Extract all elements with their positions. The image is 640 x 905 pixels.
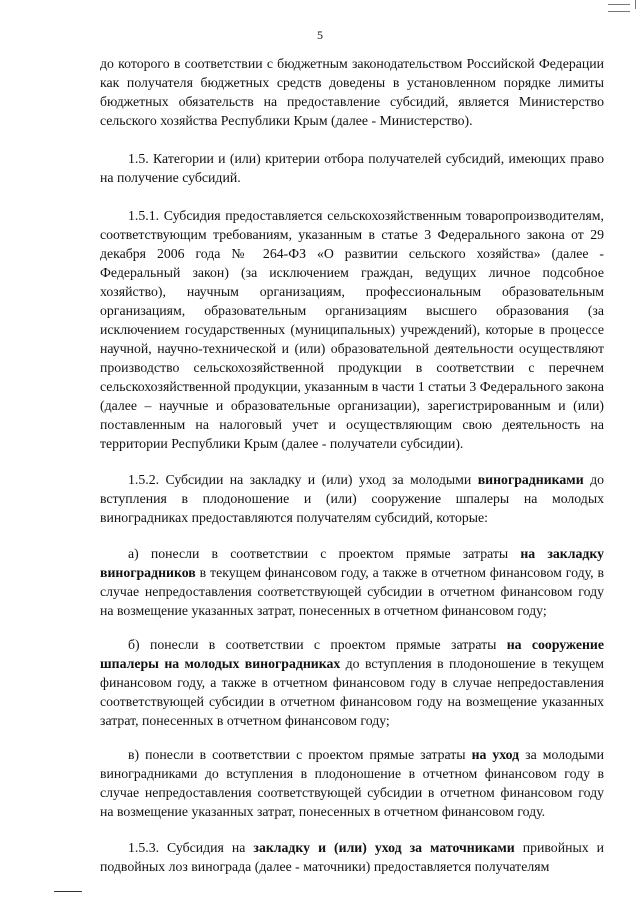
paragraph-text: в текущем финансовом году, а также в отчетном финансовом году, в случае непредоставления соответствующей субсидии в отчетном финансовом году на возмещение указанных затрат, понесенных в отчетном финансовом году; — [100, 565, 604, 618]
paragraph-text: до вступления в плодоношение и (или) сооружение шпалеры на молодых виноградниках предоставляются получателям субсидий, которые: — [100, 472, 604, 525]
document-body — [100, 54, 604, 876]
paragraph-1-5: 1.5. Категории и (или) критерии отбора получателей субсидий, имеющих право на получение субсидий. — [100, 151, 604, 185]
paragraph-1-5-3 — [100, 838, 604, 876]
bold-text: закладку и (или) уход за маточниками — [253, 840, 515, 855]
bold-text: виноградниками — [477, 472, 584, 487]
paragraph-text: а) понесли в соответствии с проектом прямые затраты — [128, 546, 521, 561]
paragraph-text: до вступления в плодоношение в текущем финансовом году, а также в отчетном финансовом году в случае непредоставления соответствующей субсидии в отчетном финансовом году на возмещение указанных затрат, понесенных в отчетном финансовом году; — [100, 656, 604, 728]
paragraph-item-v — [100, 745, 604, 821]
corner-mark — [608, 4, 630, 12]
bold-text: на закладку виноградников — [100, 546, 604, 580]
paragraph-1-5-2 — [100, 470, 604, 527]
paragraph-1-5-1: 1.5.1. Субсидия предоставляется сельскохозяйственным товаропроизводителям, соответствующим требованиям, указанным в статье 3 Федерального закона от 29 декабря 2006 года № 264-ФЗ «О развитии сельского хозяйства» (далее - Федеральный закон) (за исключением граждан, ведущих личное подсобное хозяйство), научным организациям, профессиональным образовательным организациям, образовательным организациям высшего образования (за исключением государственных (муниципальных) учреждений), которые в процессе научной, научно-технической и (или) образовательной деятельности осуществляют производство сельскохозяйственной продукции в соответствии с перечнем сельскохозяйственной продукции, указанным в части 1 статьи 3 Федерального закона (далее – научные и образовательные организации), зарегистрированным и (или) поставленным на налоговый учет и осуществляющим свою деятельность на территории Республики Крым (далее - получатели субсидии). — [100, 208, 604, 451]
paragraph-item-b — [100, 635, 604, 730]
paragraph-text: 1.5.2. Субсидии на закладку и (или) уход за молодыми — [128, 472, 478, 487]
bold-text: на сооружение шпалеры на молодых виноградниках — [100, 637, 604, 671]
paragraph-item-a — [100, 544, 604, 620]
paragraph-text: 1.5.3. Субсидия на — [128, 840, 254, 855]
paragraph-text: за молодыми виноградниками до вступления в плодоношение в отчетном финансовом году в случае непредоставления соответствующей субсидии в отчетном финансовом году на возмещение указанных затрат, понесенных в отчетном финансовом году. — [100, 747, 604, 819]
paragraph-continuation: до которого в соответствии с бюджетным законодательством Российской Федерации как получателя бюджетных средств доведены в установленном порядке лимиты бюджетных обязательств на предоставление субсидий, является Министерство сельского хозяйства Республики Крым (далее - Министерство). — [100, 56, 604, 128]
footer-line — [54, 891, 82, 892]
page-number: 5 — [317, 28, 323, 42]
paragraph-text: б) понесли в соответствии с проектом прямые затраты — [128, 637, 507, 652]
bold-text: на уход — [471, 747, 520, 762]
paragraph-text: в) понесли в соответствии с проектом прямые затраты — [128, 747, 472, 762]
paragraph-text: привойных и подвойных лоз винограда (далее - маточники) предоставляется получателям — [100, 840, 605, 874]
